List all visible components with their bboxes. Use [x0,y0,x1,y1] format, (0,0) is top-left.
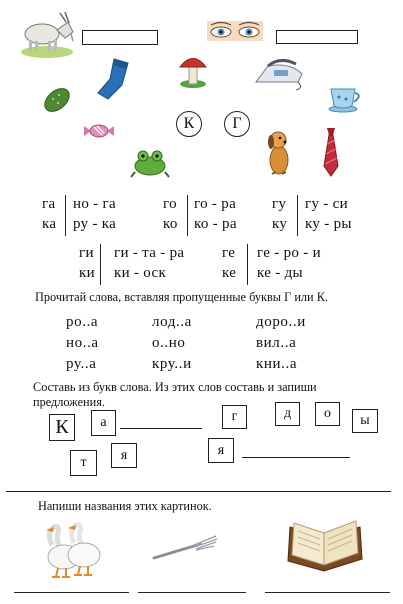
cup-icon [327,86,363,112]
word: но - га [73,196,116,212]
word: гу - си [305,196,348,212]
letter-card[interactable]: а [91,410,116,436]
syllable: ги [79,245,94,261]
syllable: ге [222,245,236,261]
syllable: ка [42,216,57,232]
fill-word: кру..и [152,356,192,372]
divider [65,195,66,236]
syllable: ке [222,265,237,281]
mushroom-icon [178,52,208,88]
letter-k-circle: К [176,111,202,137]
letter-card[interactable]: ы [352,409,378,433]
word: ру - ка [73,216,117,232]
word: ки - оск [114,265,167,281]
syllable: го [163,196,177,212]
divider [247,244,248,285]
answer-line[interactable] [265,592,390,593]
word: ги - та - ра [114,245,185,261]
fill-word: ро..а [66,314,99,330]
answer-line[interactable] [14,592,129,593]
task3-instruction: Напиши названия этих картинок. [38,499,212,513]
fill-word: лод..а [152,314,192,330]
syllable: гу [272,196,287,212]
cucumber-icon [42,85,72,115]
word: ге - ро - и [257,245,321,261]
task2-instruction-cont: предложения. [33,395,105,409]
answer-line[interactable] [120,428,202,429]
letter-g-circle: Г [224,111,250,137]
book-icon [284,515,366,575]
fill-word: о..но [152,335,186,351]
task2-instruction: Составь из букв слова. Из этих слов составь и запиши [33,380,317,394]
eyes-icon [207,21,263,41]
fill-word: вил..а [256,335,297,351]
geese-icon [38,521,104,581]
fork-icon [150,536,222,562]
letter-card[interactable]: о [315,402,340,426]
candy-icon [82,122,116,140]
fill-word: но..а [66,335,99,351]
word: ко - ра [194,216,237,232]
word: ке - ды [257,265,303,281]
answer-box-1[interactable] [82,30,158,45]
answer-line[interactable] [242,457,350,458]
fill-word: кни..а [256,356,298,372]
letter-card[interactable]: г [222,405,247,429]
tie-icon [322,126,340,178]
syllable: ки [79,265,95,281]
dog-icon [262,126,296,178]
task1-instruction: Прочитай слова, вставляя пропущенные буквы Г или К. [35,290,328,304]
frog-icon [131,146,169,178]
sock-icon [94,57,130,101]
syllable: га [42,196,56,212]
letter-card[interactable]: д [275,402,300,426]
answer-box-2[interactable] [276,30,358,44]
goat-icon [18,10,76,58]
letter-card[interactable]: К [49,414,75,441]
answer-line[interactable] [138,592,246,593]
word: ку - ры [305,216,352,232]
section-divider [6,491,391,492]
iron-icon [254,52,306,92]
fill-word: ру..а [66,356,97,372]
fill-word: доро..и [256,314,306,330]
letter-card[interactable]: я [111,443,137,468]
syllable: ко [163,216,178,232]
letter-card[interactable]: т [70,450,97,476]
syllable: ку [272,216,288,232]
divider [100,244,101,285]
word: го - ра [194,196,237,212]
letter-card[interactable]: я [208,438,234,463]
divider [297,195,298,236]
divider [187,195,188,236]
